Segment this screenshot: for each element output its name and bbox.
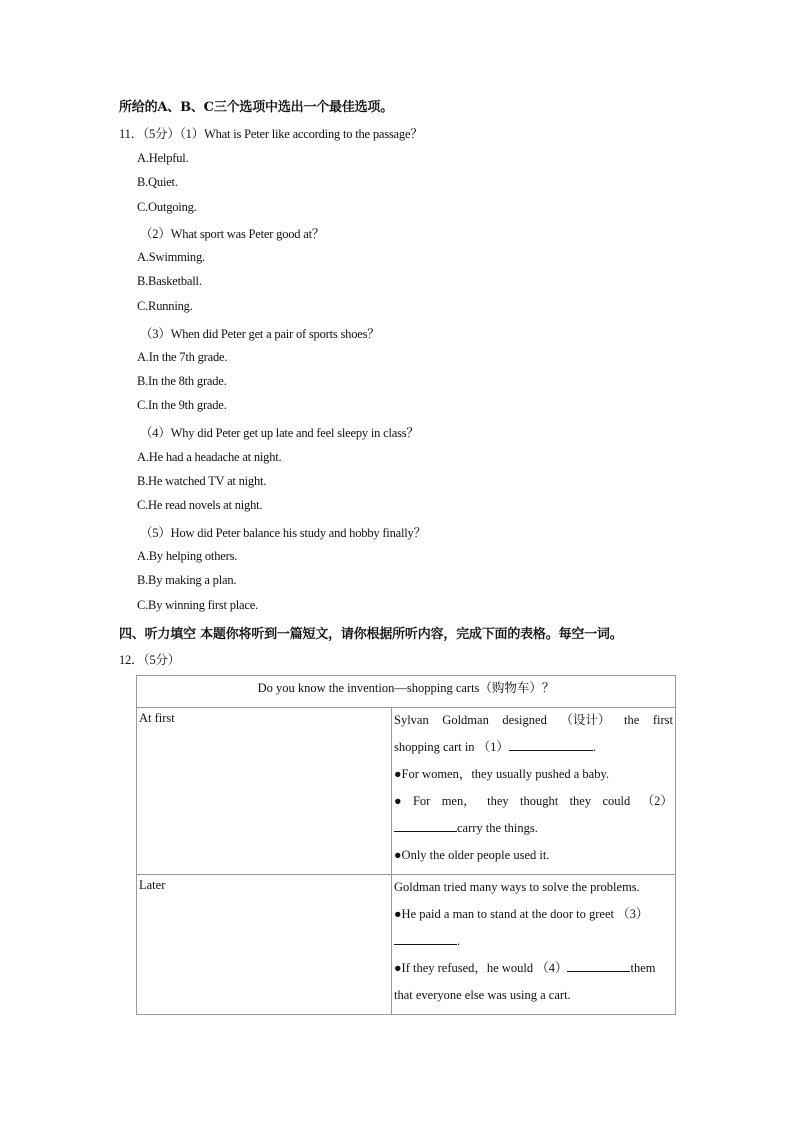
answer-blank-1[interactable] xyxy=(509,739,593,751)
row-label-at-first: At first xyxy=(137,708,392,875)
q11-1-option-c: C.Outgoing. xyxy=(137,200,197,214)
row-at-first-content xyxy=(392,708,676,875)
q11-4-question: （4）Why did Peter get up late and feel sleepy in class？ xyxy=(140,426,419,440)
answer-blank-4[interactable] xyxy=(567,960,630,972)
q11-5-question: （5）How did Peter balance his study and hobby finally？ xyxy=(140,526,426,540)
q11-3-option-a: A.In the 7th grade. xyxy=(137,350,228,364)
row-label-later: Later xyxy=(137,875,392,1015)
row1-line3: ●For women，they usually pushed a baby. xyxy=(394,767,610,781)
q11-2-option-b: B.Basketball. xyxy=(137,274,202,288)
q11-2-question: （2）What sport was Peter good at？ xyxy=(140,227,325,241)
q11-1-option-a: A.Helpful. xyxy=(137,151,189,165)
q11-5-option-c: C.By winning first place. xyxy=(137,598,259,612)
q12-title: 12．（5分） xyxy=(119,653,181,667)
row2-line2: ●He paid a man to stand at the door to greet （3） xyxy=(394,907,649,921)
answer-blank-2[interactable] xyxy=(394,820,457,832)
q11-3-option-b: B.In the 8th grade. xyxy=(137,374,227,388)
section-intro: 所给的A、B、C三个选项中选出一个最佳选项。 xyxy=(119,100,394,115)
row1-line4: ● For men， they thought they could （2） xyxy=(394,794,673,808)
row2-line5: that everyone else was using a cart. xyxy=(394,988,571,1002)
q11-3-option-c: C.In the 9th grade. xyxy=(137,398,227,412)
row1-line6: ●Only the older people used it. xyxy=(394,848,550,862)
row1-line1: Sylvan Goldman designed （设计） the first xyxy=(394,713,673,727)
answer-blank-3[interactable] xyxy=(394,933,457,945)
q11-2-option-a: A.Swimming. xyxy=(137,250,205,264)
q11-4-option-c: C.He read novels at night. xyxy=(137,498,263,512)
q11-2-option-c: C.Running. xyxy=(137,299,193,313)
q11-5-option-b: B.By making a plan. xyxy=(137,573,237,587)
row2-line3: . xyxy=(394,931,673,958)
q11-3-question: （3）When did Peter get a pair of sports shoes？ xyxy=(140,327,380,341)
section4-heading: 四、听力填空 本题你将听到一篇短文，请你根据所听内容，完成下面的表格。每空一词。 xyxy=(119,627,623,642)
q11-1-option-b: B.Quiet. xyxy=(137,175,178,189)
q11-title: 11．（5分）（1）What is Peter like according to the passage？ xyxy=(119,127,423,141)
row2-line4: ●If they refused，he would （4） them xyxy=(394,961,656,975)
row1-line2: shopping cart in （1） . xyxy=(394,740,597,754)
q11-4-option-a: A.He had a headache at night. xyxy=(137,450,282,464)
shopping-cart-table xyxy=(136,675,676,1015)
q11-5-option-a: A.By helping others. xyxy=(137,549,238,563)
row2-line1: Goldman tried many ways to solve the problems. xyxy=(394,880,640,894)
table-title: Do you know the invention—shopping carts（购物车）？ xyxy=(137,676,676,708)
row-later-content xyxy=(392,875,676,1015)
q11-4-option-b: B.He watched TV at night. xyxy=(137,474,267,488)
row1-line5: carry the things. xyxy=(394,818,673,845)
